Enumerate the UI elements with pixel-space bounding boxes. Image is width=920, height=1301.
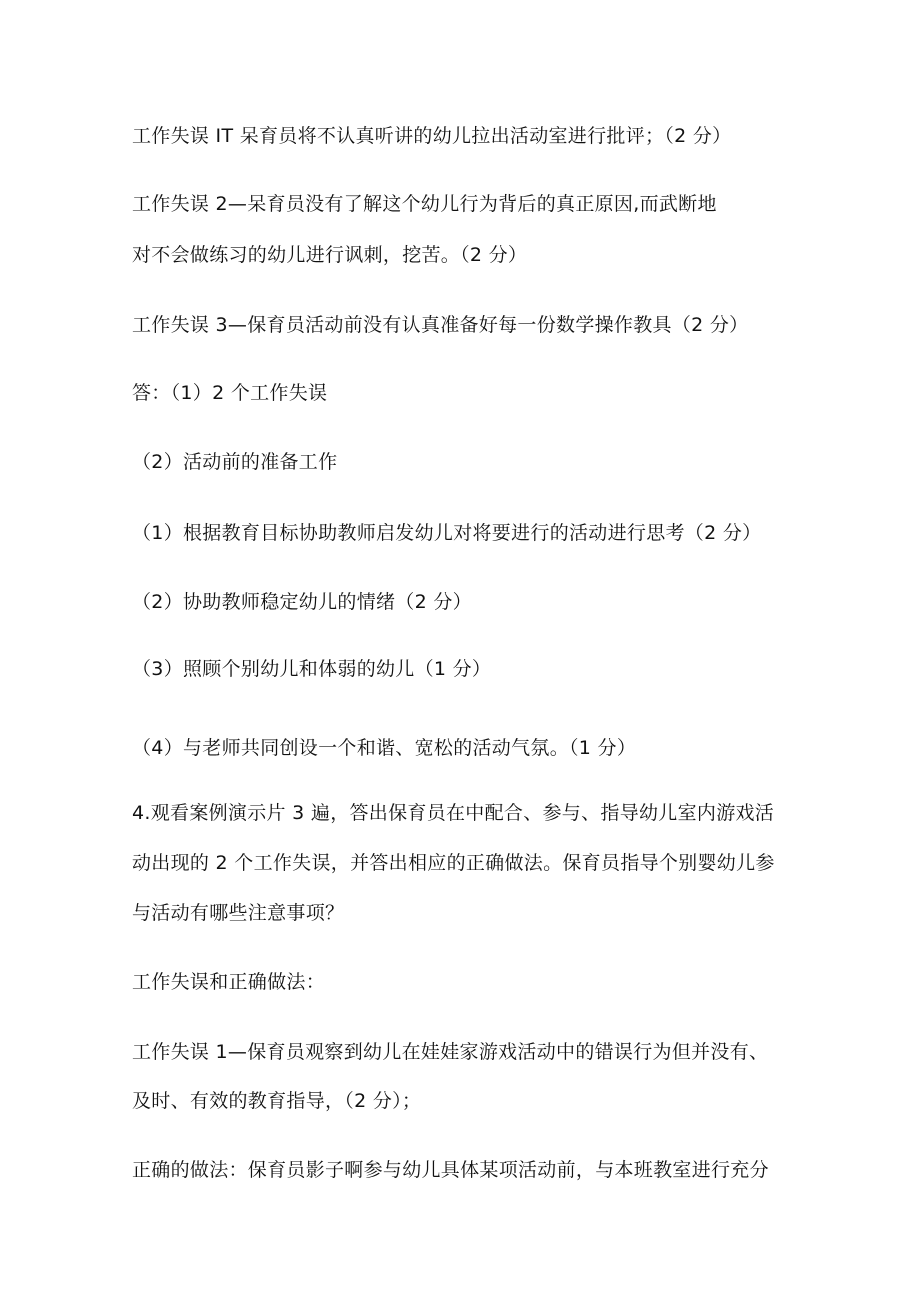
text-line-answer-1: 答：（1）2 个工作失误 [132, 382, 328, 404]
text-line-question-4-cont: 动出现的 2 个工作失误，并答出相应的正确做法。保育员指导个别婴幼儿参 [132, 852, 775, 874]
text-line-prep-3: （3）照顾个别幼儿和体弱的幼儿（1 分） [132, 658, 492, 680]
text-line-prep-4: （4）与老师共同创设一个和谐、宽松的活动气氛。（1 分） [132, 737, 637, 759]
text-line-answer-2: （2）活动前的准备工作 [132, 451, 338, 473]
text-line-question-4-end: 与活动有哪些注意事项？ [132, 902, 345, 924]
text-line-mistake-1b: 工作失误 1—保育员观察到幼儿在娃娃家游戏活动中的错误行为但并没有、 [132, 1041, 769, 1063]
text-line-mistake-3: 工作失误 3—保育员活动前没有认真准备好每一份数学操作教具（2 分） [132, 314, 749, 336]
text-line-heading-mistakes: 工作失误和正确做法： [132, 971, 326, 993]
text-line-mistake-1b-cont: 及时、有效的教育指导，（2 分）； [132, 1090, 422, 1112]
text-line-prep-2: （2）协助教师稳定幼儿的情绪（2 分） [132, 591, 472, 613]
text-line-mistake-2-cont: 对不会做练习的幼儿进行讽刺，挖苦。（2 分） [132, 244, 528, 266]
text-line-question-4: 4.观看案例演示片 3 遍，答出保育员在中配合、参与、指导幼儿室内游戏活 [132, 802, 775, 824]
text-line-correct-method: 正确的做法：保育员影子啊参与幼儿具体某项活动前，与本班教室进行充分 [132, 1159, 769, 1181]
text-line-prep-1: （1）根据教育目标协助教师启发幼儿对将要进行的活动进行思考（2 分） [132, 522, 762, 544]
text-line-mistake-1: 工作失误 IT 呆育员将不认真听讲的幼儿拉出活动室进行批评；（2 分） [132, 125, 732, 147]
text-line-mistake-2: 工作失误 2—呆育员没有了解这个幼儿行为背后的真正原因,而武断地 [132, 193, 717, 215]
